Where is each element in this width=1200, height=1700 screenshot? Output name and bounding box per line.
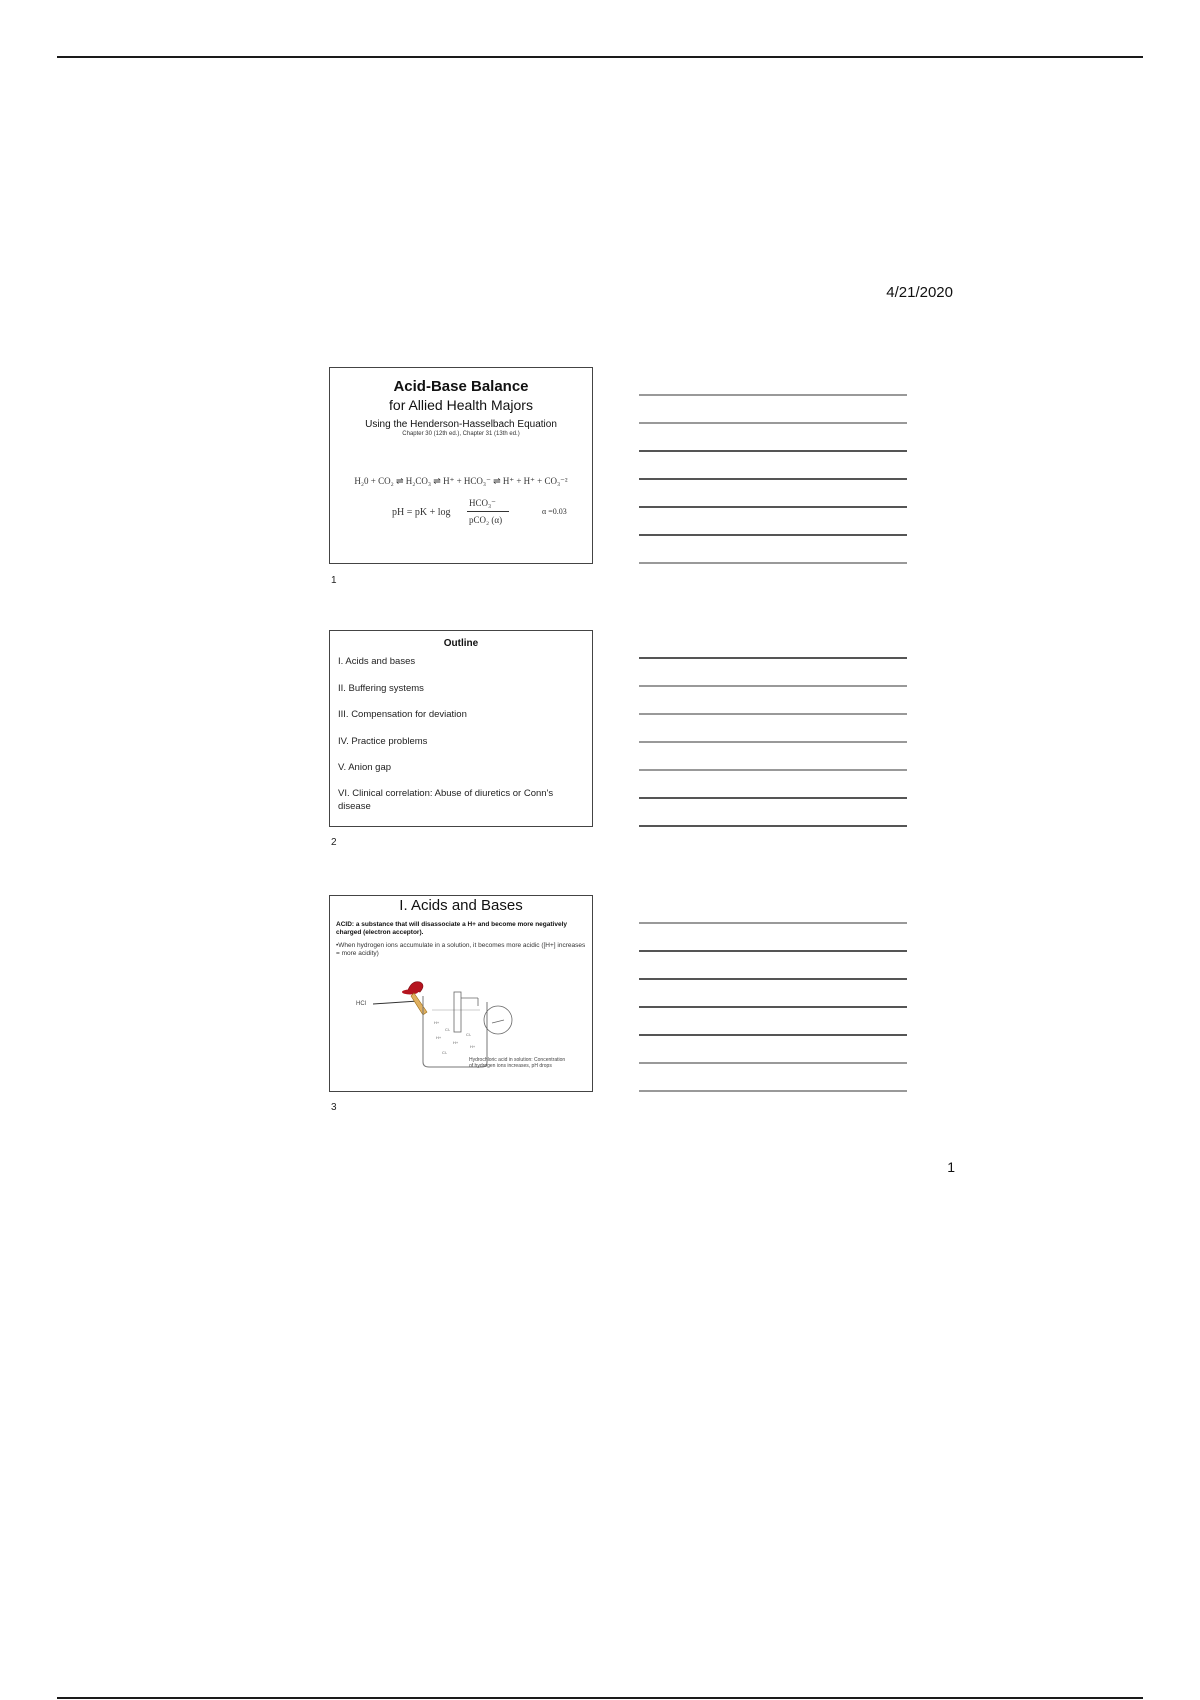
- slide-1-title: Acid-Base Balance: [393, 378, 529, 395]
- bottom-rule: [57, 1697, 1143, 1699]
- top-rule: [57, 56, 1143, 58]
- svg-text:H+: H+: [470, 1044, 476, 1049]
- note-line: [639, 825, 907, 827]
- note-line: [639, 713, 907, 715]
- slide-1-subtitle: for Allied Health Majors: [389, 397, 533, 413]
- outline-item: II. Buffering systems: [338, 683, 424, 694]
- slide-1-number: 1: [331, 575, 337, 586]
- note-line: [639, 797, 907, 799]
- slide-2-number: 2: [331, 837, 337, 848]
- note-line: [639, 741, 907, 743]
- ph-numerator: HCO₃⁻: [469, 498, 496, 508]
- outline-item: III. Compensation for deviation: [338, 709, 467, 720]
- outline-item: IV. Practice problems: [338, 736, 428, 747]
- note-line: [639, 685, 907, 687]
- note-line: [639, 534, 907, 536]
- slide-3-number: 3: [331, 1102, 337, 1113]
- svg-text:Cl-: Cl-: [442, 1050, 448, 1055]
- svg-text:Cl-: Cl-: [466, 1032, 472, 1037]
- outline-item: I. Acids and bases: [338, 656, 416, 667]
- note-line: [639, 978, 907, 980]
- acid-definition: ACID: a substance that will disassociate a H+ and become more negatively charged (electron acceptor).: [336, 921, 568, 936]
- svg-text:H+: H+: [436, 1035, 442, 1040]
- ph-equation-lhs: pH = pK + log: [392, 507, 451, 518]
- note-line: [639, 562, 907, 564]
- outline-item: V. Anion gap: [338, 762, 392, 773]
- note-line: [639, 478, 907, 480]
- note-line: [639, 506, 907, 508]
- hcl-label: HCl: [356, 1001, 366, 1007]
- note-line: [639, 394, 907, 396]
- note-line: [639, 922, 907, 924]
- slide-1-chapter-ref: Chapter 30 (12th ed.), Chapter 31 (13th ed.): [402, 431, 520, 437]
- slide-3: [329, 895, 593, 1092]
- ph-denominator: pCO₂ (α): [469, 515, 503, 525]
- slide-1: [329, 367, 593, 564]
- slide-2-title: Outline: [443, 638, 479, 649]
- slide-1-subtitle-2: Using the Henderson-Hasselbach Equation: [365, 419, 557, 430]
- svg-text:Cl-: Cl-: [445, 1027, 451, 1032]
- note-line: [639, 422, 907, 424]
- acid-bullet: •When hydrogen ions accumulate in a solution, it becomes more acidic ([H+] increases = more acidity): [336, 942, 586, 957]
- note-line: [639, 657, 907, 659]
- slide-3-title: I. Acids and Bases: [399, 897, 523, 914]
- note-line: [639, 450, 907, 452]
- handout-sheet: [255, 260, 985, 1205]
- fraction-bar: [467, 511, 509, 512]
- svg-text:H+: H+: [453, 1040, 459, 1045]
- svg-text:H+: H+: [434, 1020, 440, 1025]
- note-line: [639, 1034, 907, 1036]
- outline-item: VI. Clinical correlation: Abuse of diuretics or Conn's disease: [338, 788, 554, 812]
- note-line: [639, 1006, 907, 1008]
- note-line: [639, 950, 907, 952]
- page-number: 1: [947, 1159, 955, 1175]
- note-line: [639, 1062, 907, 1064]
- slide-2: [329, 630, 593, 827]
- figure-caption: Hydrochloric acid in solution: Concentration of hydrogen ions increases, pH drops: [469, 1057, 566, 1069]
- alpha-value: α =0.03: [542, 507, 567, 516]
- beaker-illustration: [350, 976, 560, 1086]
- slide-1-equation: H₂0 + CO₂ ⇌ H₂CO₃ ⇌ H⁺ + HCO₃⁻ ⇌ H⁺ + H⁺ + CO₃⁻²: [354, 476, 568, 486]
- print-date: 4/21/2020: [886, 284, 953, 301]
- note-line: [639, 769, 907, 771]
- note-line: [639, 1090, 907, 1092]
